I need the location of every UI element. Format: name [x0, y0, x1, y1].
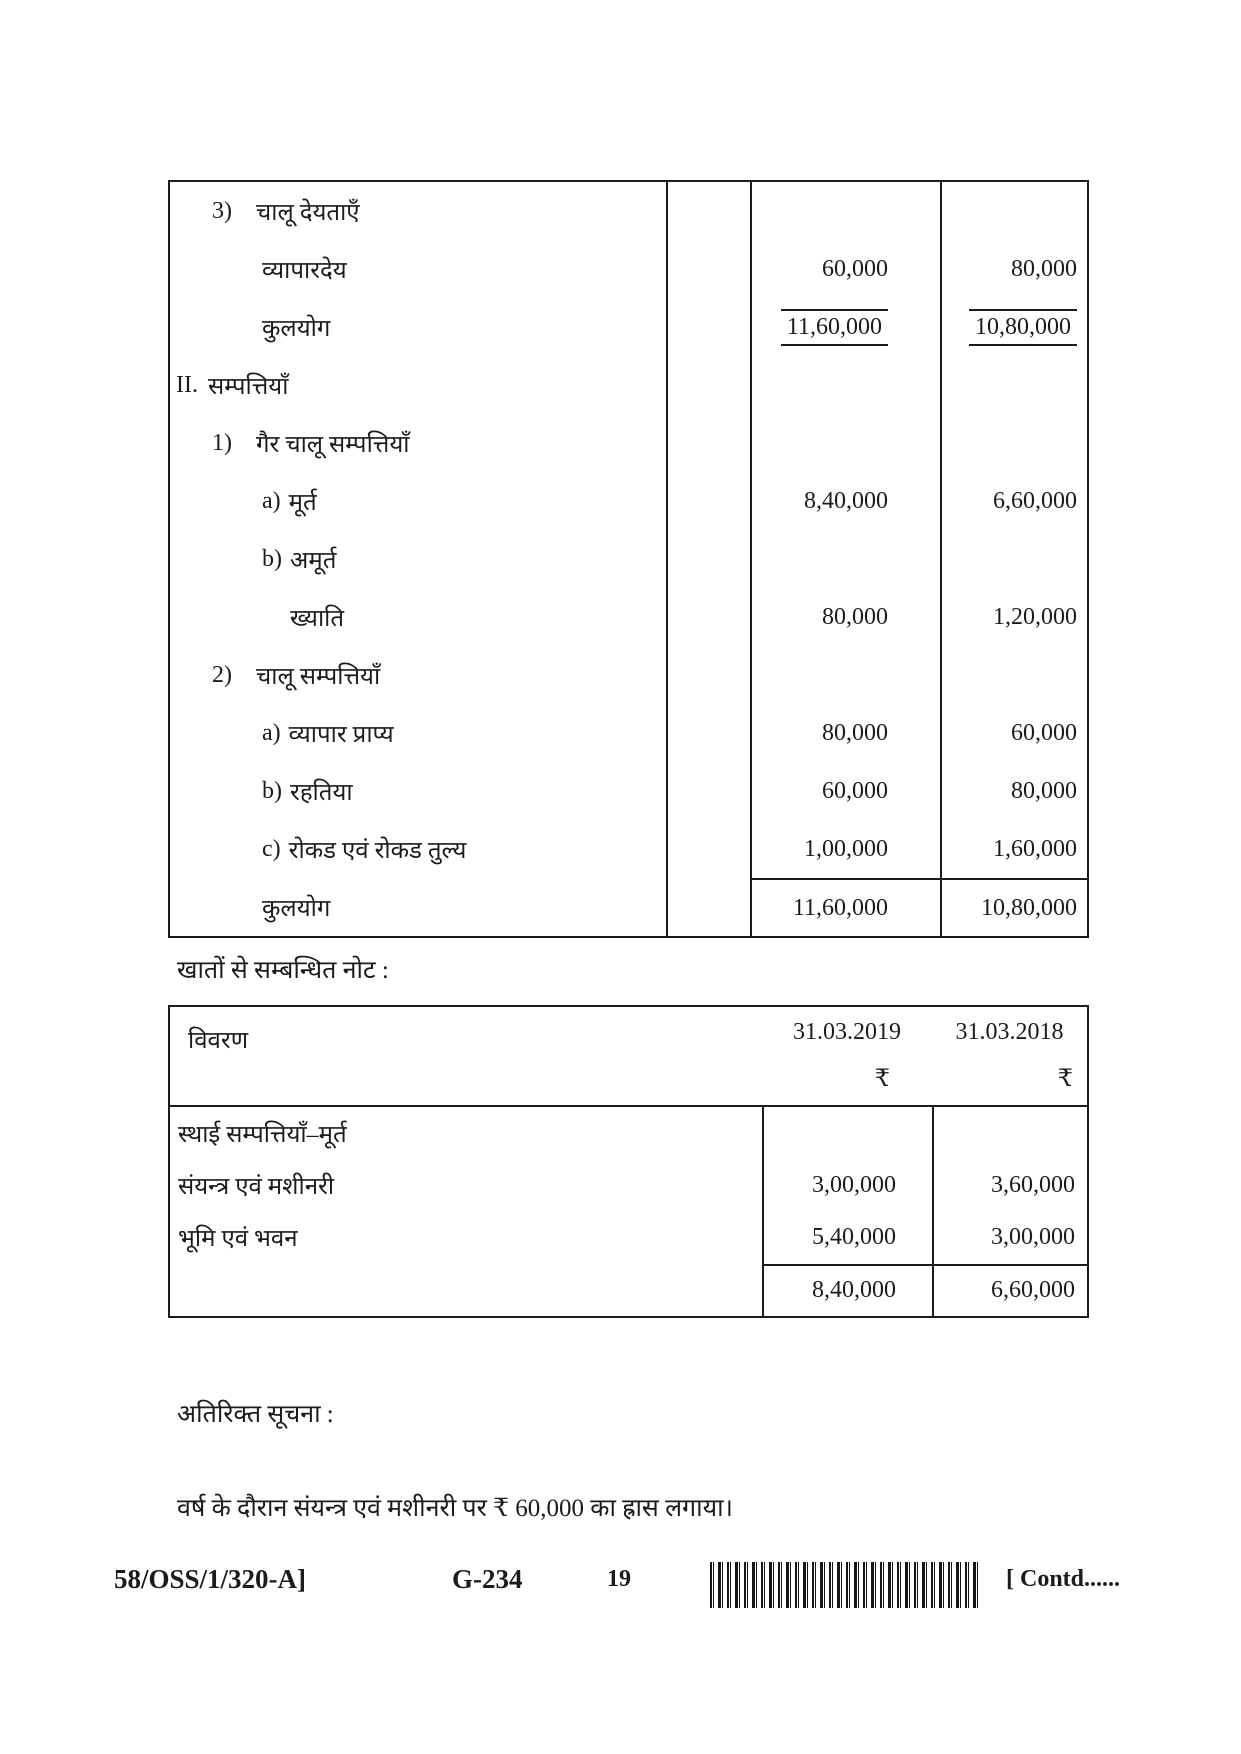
- amount-2019-cell: [762, 1212, 932, 1264]
- amount-2019-cell: [762, 1264, 932, 1316]
- table-row: [170, 762, 1087, 820]
- row-label: संयन्त्र एवं मशीनरी: [178, 1173, 335, 1200]
- page-number: 19: [607, 1566, 631, 1592]
- row-label-cell: [170, 1264, 762, 1316]
- amount-2018-cell: [940, 762, 1087, 820]
- continued-label: [ Contd......: [1006, 1566, 1121, 1592]
- amount-2019-cell: [750, 414, 940, 472]
- amount-2019-cell: [750, 182, 940, 240]
- set-code: G-234: [452, 1564, 523, 1594]
- note-cell: [666, 878, 750, 936]
- row-number: a): [262, 487, 281, 514]
- amount-value: 80,000: [1011, 777, 1077, 804]
- total-amount-value: 11,60,000: [792, 894, 888, 921]
- amount-value: 80,000: [822, 719, 888, 746]
- row-label: रोकड एवं रोकड तुल्य: [288, 837, 467, 864]
- date-2018-header: 31.03.2018: [955, 1019, 1064, 1045]
- total-amount-value: 11,60,000: [781, 309, 888, 346]
- amount-2019-cell: [750, 356, 940, 414]
- date-2019-header-cell: [762, 1007, 932, 1105]
- amount-value: 60,000: [822, 255, 888, 282]
- row-label: चालू सम्पत्तियाँ: [256, 663, 381, 690]
- amount-2018-cell: [940, 878, 1087, 936]
- amount-2019-cell: [750, 588, 940, 646]
- table-row: [170, 1212, 1087, 1264]
- amount-value: 1,60,000: [993, 835, 1077, 862]
- amount-2019-cell: [762, 1107, 932, 1159]
- amount-2018-cell: [940, 588, 1087, 646]
- row-label-cell: [170, 530, 666, 588]
- table-row: [170, 530, 1087, 588]
- total-amount-value: 8,40,000: [812, 1277, 896, 1304]
- amount-2019-cell: [750, 646, 940, 704]
- row-label-cell: [170, 704, 666, 762]
- total-amount-value: 10,80,000: [981, 894, 1077, 921]
- additional-info-heading: अतिरिक्त सूचना :: [177, 1401, 334, 1428]
- additional-info-text: वर्ष के दौरान संयन्त्र एवं मशीनरी पर ₹ 60,000 का ह्रास लगाया।: [177, 1495, 734, 1522]
- amount-2019-cell: [750, 530, 940, 588]
- amount-value: 1,00,000: [804, 835, 888, 862]
- row-label-cell: [170, 414, 666, 472]
- date-2018-header-cell: [932, 1007, 1087, 1105]
- row-label-cell: [170, 298, 666, 356]
- row-label: कुलयोग: [262, 895, 331, 922]
- row-label: मूर्त: [288, 489, 317, 516]
- amount-2018-cell: [940, 820, 1087, 878]
- amount-value: 60,000: [822, 777, 888, 804]
- note-cell: [666, 414, 750, 472]
- amount-2019-cell: [750, 878, 940, 936]
- amount-2019-cell: [750, 472, 940, 530]
- row-label: सम्पत्तियाँ: [207, 373, 289, 400]
- amount-2018-cell: [940, 356, 1087, 414]
- particulars-header-cell: [170, 1007, 762, 1105]
- table-row-total: [170, 1264, 1087, 1316]
- amount-2018-cell: [940, 472, 1087, 530]
- amount-2019-cell: [750, 762, 940, 820]
- row-label: चालू देयताएँ: [256, 199, 360, 226]
- note-cell: [666, 182, 750, 240]
- row-label-cell: [170, 1159, 762, 1211]
- row-label-cell: [170, 646, 666, 704]
- amount-value: 5,40,000: [812, 1224, 896, 1251]
- amount-value: 3,00,000: [991, 1224, 1075, 1251]
- table-row: [170, 704, 1087, 762]
- table-row-grand-total: [170, 878, 1087, 936]
- paper-code: 58/OSS/1/320-A]: [114, 1564, 307, 1594]
- row-label: ख्याति: [290, 605, 345, 632]
- note-cell: [666, 762, 750, 820]
- row-label: रहतिया: [290, 779, 353, 806]
- row-label: व्यापार प्राप्य: [288, 721, 394, 748]
- table-row: [170, 820, 1087, 878]
- amount-value: 80,000: [822, 603, 888, 630]
- note-cell: [666, 530, 750, 588]
- notes-table-header: [170, 1007, 1087, 1107]
- row-number: c): [262, 835, 281, 862]
- row-label: गैर चालू सम्पत्तियाँ: [256, 431, 410, 458]
- balance-sheet-table: [168, 180, 1089, 938]
- date-2019-header: 31.03.2019: [793, 1019, 901, 1045]
- table-row: [170, 646, 1087, 704]
- amount-2018-cell: [940, 240, 1087, 298]
- amount-value: 3,00,000: [812, 1171, 896, 1198]
- currency-symbol: ₹: [1057, 1066, 1073, 1092]
- note-cell: [666, 820, 750, 878]
- amount-2019-cell: [750, 704, 940, 762]
- row-number: 3): [212, 197, 232, 224]
- row-number: a): [262, 719, 281, 746]
- row-number: b): [262, 545, 282, 572]
- row-label: अमूर्त: [290, 547, 337, 574]
- row-label-cell: [170, 878, 666, 936]
- amount-2018-cell: [932, 1212, 1087, 1264]
- page-footer: [0, 1560, 1241, 1620]
- table-row: [170, 240, 1087, 298]
- notes-table: [168, 1005, 1089, 1318]
- row-number: 1): [212, 429, 232, 456]
- row-label-cell: [170, 240, 666, 298]
- note-cell: [666, 588, 750, 646]
- amount-2018-cell: [940, 646, 1087, 704]
- total-amount-value: 10,80,000: [969, 309, 1077, 346]
- table-row-total: [170, 298, 1087, 356]
- row-label: भूमि एवं भवन: [178, 1226, 298, 1253]
- amount-value: 80,000: [1011, 255, 1077, 282]
- amount-2018-cell: [932, 1107, 1087, 1159]
- table-row: [170, 472, 1087, 530]
- amount-2019-cell: [750, 820, 940, 878]
- note-cell: [666, 298, 750, 356]
- amount-2019-cell: [762, 1159, 932, 1211]
- amount-2018-cell: [940, 704, 1087, 762]
- note-cell: [666, 240, 750, 298]
- amount-value: 1,20,000: [993, 603, 1077, 630]
- table-row: [170, 182, 1087, 240]
- row-label-cell: [170, 820, 666, 878]
- row-label-cell: [170, 472, 666, 530]
- amount-2018-cell: [932, 1159, 1087, 1211]
- row-label: स्थाई सम्पत्तियाँ–मूर्त: [178, 1121, 347, 1148]
- note-cell: [666, 704, 750, 762]
- note-cell: [666, 646, 750, 704]
- amount-2018-cell: [940, 530, 1087, 588]
- row-label-cell: [170, 588, 666, 646]
- amount-2018-cell: [940, 414, 1087, 472]
- table-row: [170, 1107, 1087, 1159]
- row-label-cell: [170, 762, 666, 820]
- table-row-section: [170, 356, 1087, 414]
- row-label-cell: [170, 1212, 762, 1264]
- amount-value: 60,000: [1011, 719, 1077, 746]
- amount-value: 3,60,000: [991, 1171, 1075, 1198]
- row-label: व्यापारदेय: [262, 257, 347, 284]
- amount-2018-cell: [940, 182, 1087, 240]
- currency-symbol: ₹: [874, 1066, 890, 1092]
- row-number: II.: [176, 371, 198, 398]
- amount-value: 8,40,000: [804, 487, 888, 514]
- note-cell: [666, 472, 750, 530]
- row-label-cell: [170, 182, 666, 240]
- amount-value: 6,60,000: [993, 487, 1077, 514]
- amount-2018-cell: [940, 298, 1087, 356]
- barcode-image: [710, 1562, 982, 1608]
- row-label-cell: [170, 1107, 762, 1159]
- table-row: [170, 414, 1087, 472]
- row-label: कुलयोग: [262, 315, 331, 342]
- total-amount-value: 6,60,000: [991, 1277, 1075, 1304]
- table-row: [170, 1159, 1087, 1211]
- note-cell: [666, 356, 750, 414]
- notes-heading: खातों से सम्बन्धित नोट :: [177, 957, 389, 984]
- row-number: 2): [212, 661, 232, 688]
- amount-2019-cell: [750, 240, 940, 298]
- table-row: [170, 588, 1087, 646]
- particulars-header: विवरण: [188, 1028, 249, 1054]
- row-number: b): [262, 777, 282, 804]
- row-label-cell: [170, 356, 666, 414]
- amount-2019-cell: [750, 298, 940, 356]
- amount-2018-cell: [932, 1264, 1087, 1316]
